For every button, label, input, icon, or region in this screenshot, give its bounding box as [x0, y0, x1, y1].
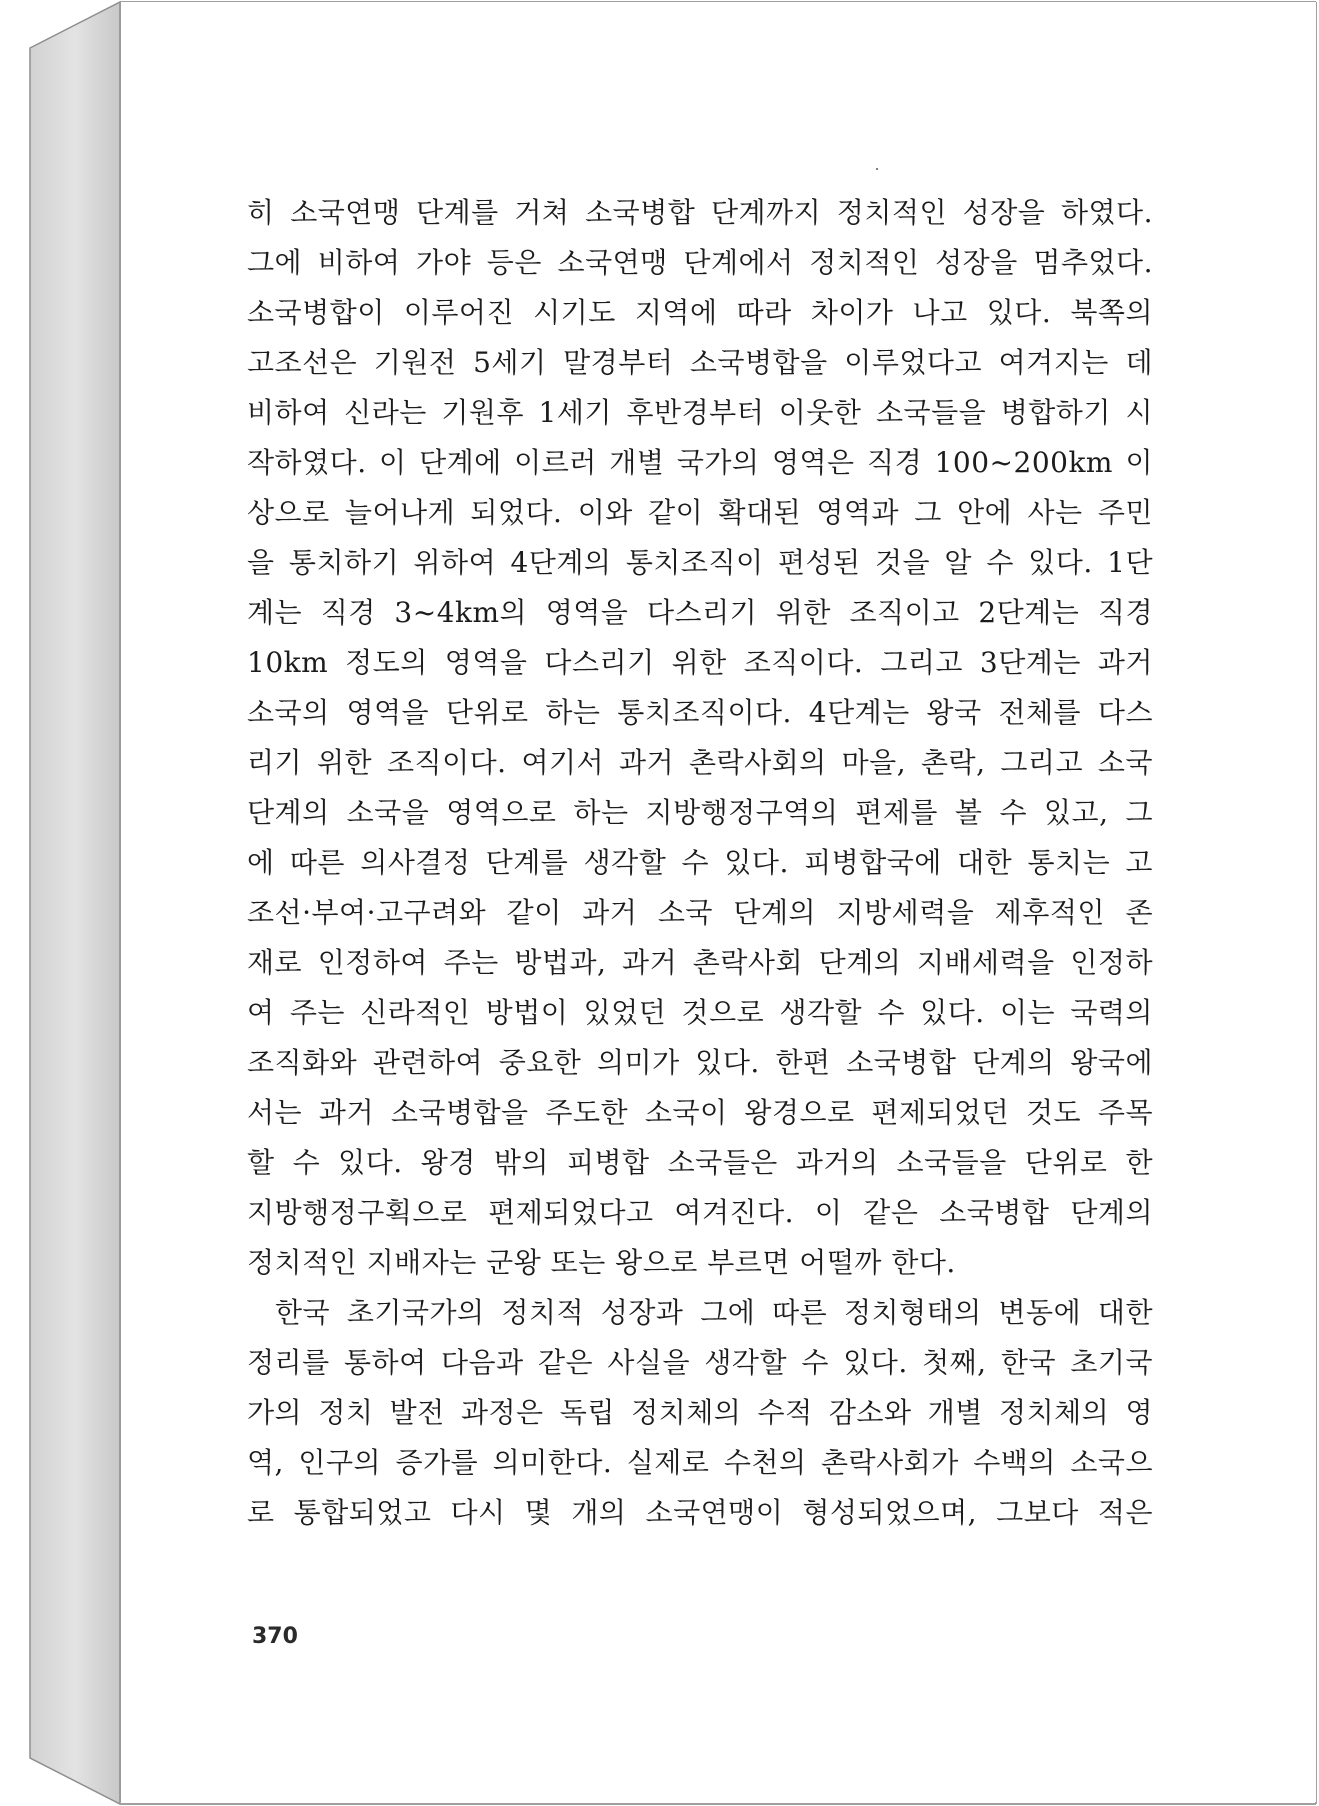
body-text	[247, 188, 1153, 1538]
text-line: 그에 비하여 가야 등은 소국연맹 단계에서 정치적인 성장을 멈추었다.	[247, 246, 1153, 279]
text-line: 단계의 소국을 영역으로 하는 지방행정구역의 편제를 볼 수 있고, 그	[247, 796, 1153, 829]
text-line: 할 수 있다. 왕경 밖의 피병합 소국들은 과거의 소국들을 단위로 한	[247, 1146, 1153, 1179]
page-number: 370	[252, 1624, 298, 1649]
text-line: 조직화와 관련하여 중요한 의미가 있다. 한편 소국병합 단계의 왕국에	[247, 1046, 1153, 1079]
text-line: 리기 위한 조직이다. 여기서 과거 촌락사회의 마을, 촌락, 그리고 소국	[247, 746, 1153, 779]
text-line: 소국병합이 이루어진 시기도 지역에 따라 차이가 나고 있다. 북쪽의	[247, 296, 1153, 329]
text-line: 여 주는 신라적인 방법이 있었던 것으로 생각할 수 있다. 이는 국력의	[247, 996, 1153, 1029]
text-line: 가의 정치 발전 과정은 독립 정치체의 수적 감소와 개별 정치체의 영	[247, 1396, 1153, 1429]
text-line: 비하여 신라는 기원후 1세기 후반경부터 이웃한 소국들을 병합하기 시	[247, 396, 1153, 429]
text-line: 10km 정도의 영역을 다스리기 위한 조직이다. 그리고 3단계는 과거	[247, 646, 1153, 679]
text-line: 상으로 늘어나게 되었다. 이와 같이 확대된 영역과 그 안에 사는 주민	[247, 496, 1153, 529]
text-line: 역, 인구의 증가를 의미한다. 실제로 수천의 촌락사회가 수백의 소국으	[247, 1446, 1153, 1479]
scan-speck	[876, 168, 878, 170]
text-line: 서는 과거 소국병합을 주도한 소국이 왕경으로 편제되었던 것도 주목	[247, 1096, 1153, 1129]
text-line: 로 통합되었고 다시 몇 개의 소국연맹이 형성되었으며, 그보다 적은	[247, 1496, 1153, 1529]
text-line: 에 따른 의사결정 단계를 생각할 수 있다. 피병합국에 대한 통치는 고	[247, 846, 1153, 879]
text-line: 작하였다. 이 단계에 이르러 개별 국가의 영역은 직경 100~200km 이	[247, 446, 1153, 479]
paragraph-start-line: 한국 초기국가의 정치적 성장과 그에 따른 정치형태의 변동에 대한	[275, 1296, 1153, 1329]
text-line: 조선·부여·고구려와 같이 과거 소국 단계의 지방세력을 제후적인 존	[247, 896, 1153, 929]
text-line: 소국의 영역을 단위로 하는 통치조직이다. 4단계는 왕국 전체를 다스	[247, 696, 1153, 729]
text-line: 히 소국연맹 단계를 거쳐 소국병합 단계까지 정치적인 성장을 하였다.	[247, 196, 1153, 229]
paragraph-end-line: 정치적인 지배자는 군왕 또는 왕으로 부르면 어떨까 한다.	[247, 1246, 956, 1279]
text-line: 계는 직경 3~4km의 영역을 다스리기 위한 조직이고 2단계는 직경	[247, 596, 1153, 629]
text-line: 고조선은 기원전 5세기 말경부터 소국병합을 이루었다고 여겨지는 데	[247, 346, 1153, 379]
text-line: 지방행정구획으로 편제되었다고 여겨진다. 이 같은 소국병합 단계의	[247, 1196, 1153, 1229]
text-line: 정리를 통하여 다음과 같은 사실을 생각할 수 있다. 첫째, 한국 초기국	[247, 1346, 1153, 1379]
text-line: 재로 인정하여 주는 방법과, 과거 촌락사회 단계의 지배세력을 인정하	[247, 946, 1153, 979]
text-line: 을 통치하기 위하여 4단계의 통치조직이 편성된 것을 알 수 있다. 1단	[247, 546, 1153, 579]
